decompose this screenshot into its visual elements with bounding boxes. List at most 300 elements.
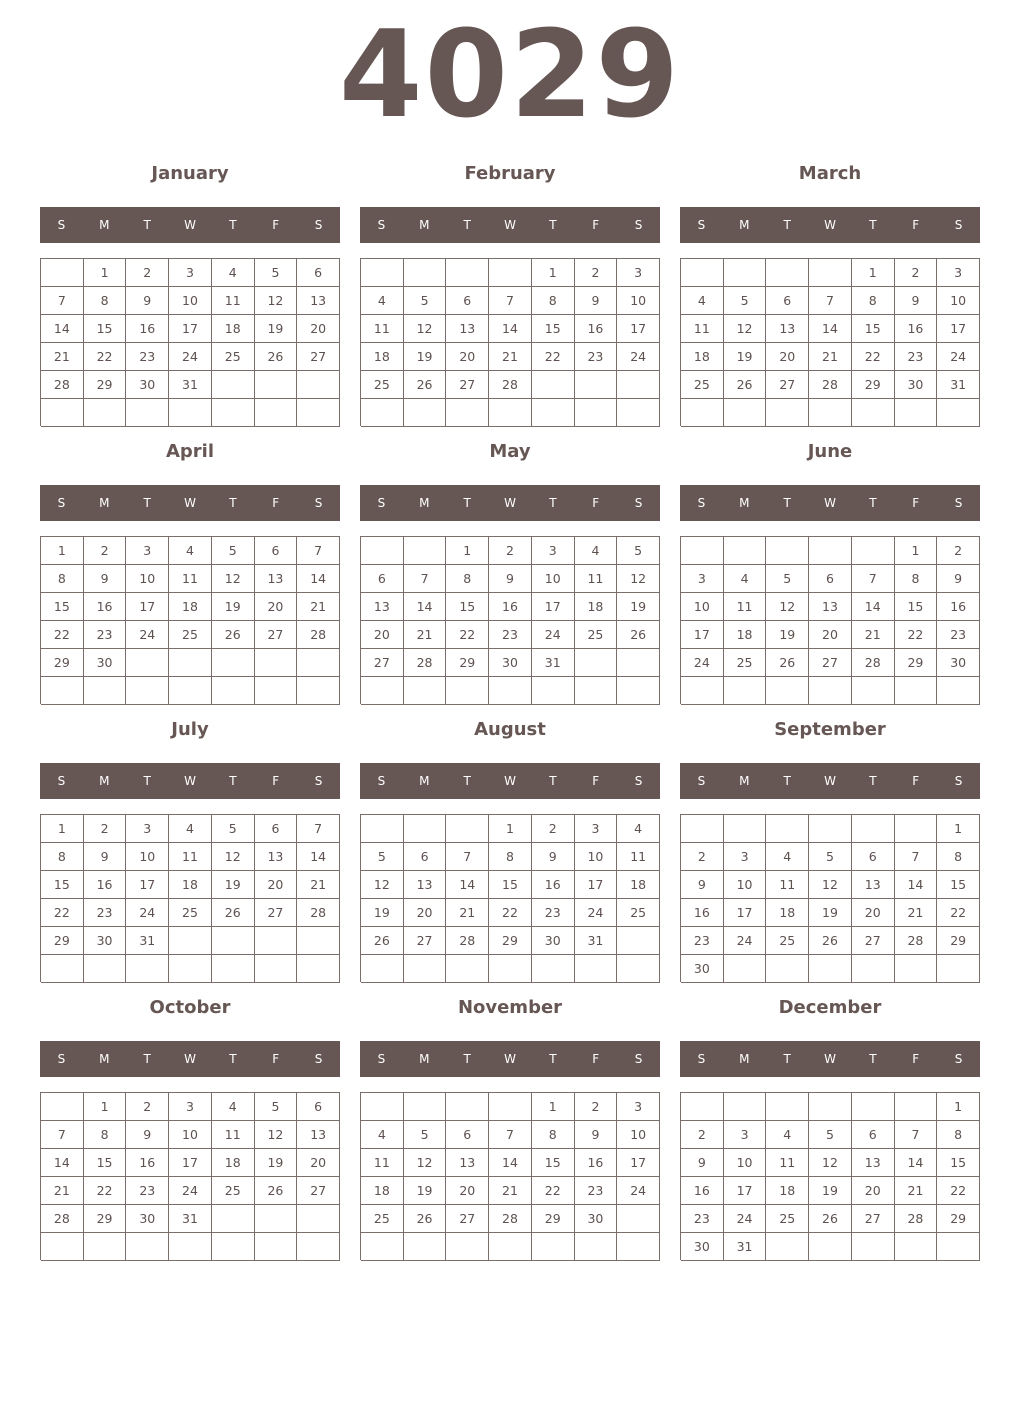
day-cell bbox=[361, 955, 404, 983]
day-cell: 15 bbox=[532, 315, 575, 343]
weekday-label: M bbox=[419, 774, 430, 788]
weekday-label: T bbox=[783, 218, 791, 232]
day-cell: 12 bbox=[809, 871, 852, 899]
weekday-label: M bbox=[99, 774, 110, 788]
day-cell bbox=[446, 1233, 489, 1261]
day-cell: 22 bbox=[84, 1177, 127, 1205]
weekday-label: T bbox=[549, 218, 557, 232]
day-cell bbox=[766, 537, 809, 565]
day-cell: 19 bbox=[809, 1177, 852, 1205]
weekday-label: M bbox=[99, 496, 110, 510]
weekday-label: T bbox=[869, 496, 877, 510]
day-cell: 24 bbox=[126, 899, 169, 927]
day-cell bbox=[489, 677, 532, 705]
day-cell: 28 bbox=[41, 371, 84, 399]
day-cell: 20 bbox=[255, 593, 298, 621]
day-cell bbox=[361, 815, 404, 843]
day-grid bbox=[360, 814, 660, 982]
day-cell: 8 bbox=[84, 1121, 127, 1149]
day-cell: 16 bbox=[681, 899, 724, 927]
day-cell: 17 bbox=[724, 899, 767, 927]
day-cell bbox=[895, 1093, 938, 1121]
day-cell: 8 bbox=[41, 843, 84, 871]
day-cell: 11 bbox=[766, 871, 809, 899]
day-cell bbox=[41, 1233, 84, 1261]
day-cell: 30 bbox=[126, 371, 169, 399]
day-cell: 11 bbox=[681, 315, 724, 343]
day-cell: 9 bbox=[575, 287, 618, 315]
day-cell: 29 bbox=[84, 371, 127, 399]
day-cell bbox=[404, 1233, 447, 1261]
month-december bbox=[680, 994, 980, 1260]
day-cell: 21 bbox=[895, 899, 938, 927]
weekday-label: M bbox=[739, 1052, 750, 1066]
day-cell bbox=[809, 1233, 852, 1261]
weekday-label: F bbox=[592, 496, 600, 510]
day-grid bbox=[680, 814, 980, 982]
day-cell: 27 bbox=[255, 899, 298, 927]
day-cell: 7 bbox=[41, 287, 84, 315]
day-cell: 7 bbox=[41, 1121, 84, 1149]
day-cell bbox=[766, 677, 809, 705]
day-cell bbox=[489, 259, 532, 287]
weekday-label: S bbox=[377, 218, 386, 232]
day-cell: 30 bbox=[126, 1205, 169, 1233]
day-cell bbox=[169, 649, 212, 677]
day-cell: 4 bbox=[361, 1121, 404, 1149]
day-cell: 21 bbox=[41, 1177, 84, 1205]
day-cell: 5 bbox=[404, 1121, 447, 1149]
weekday-label: M bbox=[739, 774, 750, 788]
day-cell bbox=[681, 1093, 724, 1121]
day-cell: 10 bbox=[126, 565, 169, 593]
weekday-label: T bbox=[549, 1052, 557, 1066]
day-cell: 22 bbox=[937, 1177, 980, 1205]
day-cell: 20 bbox=[852, 1177, 895, 1205]
weekday-label: M bbox=[739, 218, 750, 232]
day-cell: 2 bbox=[126, 259, 169, 287]
day-cell: 27 bbox=[446, 371, 489, 399]
day-cell: 18 bbox=[724, 621, 767, 649]
day-cell bbox=[446, 955, 489, 983]
weekday-label: W bbox=[824, 496, 836, 510]
day-cell: 9 bbox=[575, 1121, 618, 1149]
day-cell bbox=[617, 371, 660, 399]
weekday-label: S bbox=[377, 1052, 386, 1066]
day-cell: 7 bbox=[446, 843, 489, 871]
day-cell bbox=[404, 259, 447, 287]
day-cell: 2 bbox=[681, 1121, 724, 1149]
day-cell bbox=[361, 399, 404, 427]
day-cell: 6 bbox=[361, 565, 404, 593]
day-cell: 25 bbox=[681, 371, 724, 399]
day-cell: 21 bbox=[489, 1177, 532, 1205]
day-cell: 13 bbox=[255, 565, 298, 593]
day-cell bbox=[169, 927, 212, 955]
day-cell: 19 bbox=[404, 343, 447, 371]
day-cell bbox=[809, 259, 852, 287]
day-cell: 30 bbox=[575, 1205, 618, 1233]
day-cell bbox=[126, 1233, 169, 1261]
day-cell: 3 bbox=[617, 1093, 660, 1121]
day-cell: 10 bbox=[532, 565, 575, 593]
day-cell: 22 bbox=[852, 343, 895, 371]
day-cell: 3 bbox=[126, 815, 169, 843]
weekday-label: W bbox=[824, 774, 836, 788]
day-cell bbox=[809, 677, 852, 705]
day-cell bbox=[404, 815, 447, 843]
day-cell bbox=[361, 537, 404, 565]
day-cell: 29 bbox=[937, 1205, 980, 1233]
day-cell bbox=[617, 1233, 660, 1261]
day-cell: 24 bbox=[169, 1177, 212, 1205]
day-cell bbox=[937, 677, 980, 705]
day-grid bbox=[360, 536, 660, 704]
day-cell: 28 bbox=[297, 621, 340, 649]
month-june bbox=[680, 438, 980, 704]
day-cell bbox=[255, 649, 298, 677]
day-cell: 15 bbox=[84, 1149, 127, 1177]
day-cell: 24 bbox=[575, 899, 618, 927]
day-cell: 28 bbox=[895, 1205, 938, 1233]
weekday-header bbox=[40, 763, 340, 799]
day-cell: 11 bbox=[212, 1121, 255, 1149]
day-cell: 9 bbox=[895, 287, 938, 315]
day-cell bbox=[809, 1093, 852, 1121]
weekday-label: W bbox=[504, 496, 516, 510]
day-cell bbox=[532, 399, 575, 427]
day-cell: 5 bbox=[404, 287, 447, 315]
day-cell: 13 bbox=[766, 315, 809, 343]
day-cell: 27 bbox=[255, 621, 298, 649]
day-cell: 14 bbox=[404, 593, 447, 621]
day-cell: 15 bbox=[852, 315, 895, 343]
day-cell bbox=[361, 677, 404, 705]
day-cell bbox=[724, 677, 767, 705]
day-cell: 18 bbox=[212, 315, 255, 343]
day-cell: 25 bbox=[575, 621, 618, 649]
month-march bbox=[680, 160, 980, 426]
weekday-header bbox=[40, 485, 340, 521]
day-cell: 21 bbox=[489, 343, 532, 371]
month-september bbox=[680, 716, 980, 982]
weekday-label: S bbox=[314, 218, 323, 232]
weekday-label: T bbox=[229, 774, 237, 788]
day-grid bbox=[40, 258, 340, 426]
weekday-label: T bbox=[463, 218, 471, 232]
day-cell: 30 bbox=[681, 1233, 724, 1261]
day-cell: 3 bbox=[169, 1093, 212, 1121]
day-cell bbox=[297, 399, 340, 427]
day-cell: 20 bbox=[446, 1177, 489, 1205]
weekday-label: F bbox=[592, 218, 600, 232]
day-cell: 25 bbox=[766, 1205, 809, 1233]
day-cell bbox=[852, 815, 895, 843]
day-cell bbox=[724, 399, 767, 427]
weekday-label: S bbox=[954, 774, 963, 788]
day-cell: 17 bbox=[169, 315, 212, 343]
day-cell: 1 bbox=[84, 1093, 127, 1121]
day-cell bbox=[297, 955, 340, 983]
day-cell: 16 bbox=[895, 315, 938, 343]
weekday-label: W bbox=[824, 218, 836, 232]
day-cell: 24 bbox=[617, 1177, 660, 1205]
day-cell bbox=[255, 371, 298, 399]
weekday-label: S bbox=[377, 496, 386, 510]
weekday-label: T bbox=[143, 496, 151, 510]
day-cell bbox=[724, 955, 767, 983]
day-cell: 29 bbox=[852, 371, 895, 399]
weekday-label: T bbox=[229, 496, 237, 510]
day-cell: 15 bbox=[41, 871, 84, 899]
day-cell: 20 bbox=[297, 315, 340, 343]
day-cell: 16 bbox=[84, 871, 127, 899]
month-name: March bbox=[798, 163, 862, 184]
day-cell: 6 bbox=[852, 843, 895, 871]
day-cell: 10 bbox=[724, 1149, 767, 1177]
day-cell: 26 bbox=[255, 343, 298, 371]
day-cell bbox=[297, 677, 340, 705]
day-cell: 16 bbox=[126, 315, 169, 343]
day-cell bbox=[575, 399, 618, 427]
weekday-label: T bbox=[143, 774, 151, 788]
day-cell bbox=[937, 955, 980, 983]
day-cell bbox=[766, 815, 809, 843]
day-cell: 7 bbox=[895, 1121, 938, 1149]
day-cell: 10 bbox=[169, 287, 212, 315]
day-cell: 23 bbox=[895, 343, 938, 371]
day-cell: 6 bbox=[297, 259, 340, 287]
weekday-label: S bbox=[634, 1052, 643, 1066]
day-cell bbox=[212, 677, 255, 705]
day-cell bbox=[84, 955, 127, 983]
day-cell bbox=[446, 399, 489, 427]
day-cell bbox=[212, 1233, 255, 1261]
day-cell bbox=[575, 649, 618, 677]
day-cell: 29 bbox=[84, 1205, 127, 1233]
weekday-label: W bbox=[504, 218, 516, 232]
day-cell: 3 bbox=[724, 843, 767, 871]
day-cell bbox=[617, 677, 660, 705]
day-cell: 9 bbox=[937, 565, 980, 593]
day-cell: 20 bbox=[446, 343, 489, 371]
weekday-label: T bbox=[783, 496, 791, 510]
day-cell: 3 bbox=[617, 259, 660, 287]
day-cell: 22 bbox=[532, 343, 575, 371]
day-cell bbox=[126, 399, 169, 427]
day-cell bbox=[169, 399, 212, 427]
day-cell bbox=[532, 677, 575, 705]
weekday-label: T bbox=[229, 1052, 237, 1066]
day-cell: 19 bbox=[766, 621, 809, 649]
day-cell: 13 bbox=[361, 593, 404, 621]
month-name: February bbox=[464, 163, 556, 184]
weekday-label: S bbox=[57, 1052, 66, 1066]
day-cell: 7 bbox=[297, 537, 340, 565]
day-cell: 28 bbox=[41, 1205, 84, 1233]
day-cell: 18 bbox=[169, 871, 212, 899]
month-name: May bbox=[489, 441, 531, 462]
day-cell bbox=[255, 927, 298, 955]
day-cell: 9 bbox=[532, 843, 575, 871]
day-cell bbox=[169, 955, 212, 983]
day-cell: 12 bbox=[617, 565, 660, 593]
day-cell: 13 bbox=[297, 287, 340, 315]
weekday-label: F bbox=[272, 496, 280, 510]
weekday-header bbox=[680, 485, 980, 521]
weekday-label: F bbox=[272, 1052, 280, 1066]
day-cell: 10 bbox=[681, 593, 724, 621]
day-cell: 4 bbox=[169, 537, 212, 565]
day-cell: 23 bbox=[84, 621, 127, 649]
day-cell: 11 bbox=[169, 565, 212, 593]
day-cell: 15 bbox=[489, 871, 532, 899]
day-cell: 25 bbox=[724, 649, 767, 677]
day-cell bbox=[446, 677, 489, 705]
day-cell: 16 bbox=[532, 871, 575, 899]
day-cell bbox=[681, 677, 724, 705]
day-cell bbox=[41, 259, 84, 287]
day-cell: 23 bbox=[937, 621, 980, 649]
day-cell: 31 bbox=[169, 1205, 212, 1233]
day-cell bbox=[852, 399, 895, 427]
day-cell: 4 bbox=[361, 287, 404, 315]
day-cell: 12 bbox=[212, 565, 255, 593]
day-cell: 4 bbox=[169, 815, 212, 843]
day-cell: 11 bbox=[361, 315, 404, 343]
day-cell bbox=[297, 1205, 340, 1233]
day-cell: 23 bbox=[575, 1177, 618, 1205]
day-cell: 29 bbox=[489, 927, 532, 955]
day-cell bbox=[297, 927, 340, 955]
day-cell bbox=[766, 399, 809, 427]
weekday-label: S bbox=[314, 1052, 323, 1066]
day-cell: 26 bbox=[724, 371, 767, 399]
day-grid bbox=[40, 814, 340, 982]
day-cell bbox=[404, 399, 447, 427]
weekday-label: S bbox=[314, 496, 323, 510]
day-cell: 14 bbox=[852, 593, 895, 621]
day-cell bbox=[575, 677, 618, 705]
month-november bbox=[360, 994, 660, 1260]
weekday-label: M bbox=[419, 1052, 430, 1066]
day-cell: 3 bbox=[724, 1121, 767, 1149]
weekday-label: W bbox=[184, 774, 196, 788]
weekday-label: T bbox=[463, 1052, 471, 1066]
day-cell: 23 bbox=[126, 343, 169, 371]
day-cell: 27 bbox=[361, 649, 404, 677]
day-cell bbox=[895, 955, 938, 983]
day-grid bbox=[360, 1092, 660, 1260]
day-cell: 14 bbox=[41, 315, 84, 343]
day-cell bbox=[809, 955, 852, 983]
weekday-label: S bbox=[697, 496, 706, 510]
day-cell: 24 bbox=[681, 649, 724, 677]
day-cell: 21 bbox=[297, 593, 340, 621]
day-cell: 27 bbox=[852, 1205, 895, 1233]
day-cell: 19 bbox=[212, 593, 255, 621]
day-cell: 16 bbox=[575, 1149, 618, 1177]
day-cell: 22 bbox=[937, 899, 980, 927]
weekday-label: M bbox=[739, 496, 750, 510]
day-cell: 18 bbox=[766, 899, 809, 927]
month-july bbox=[40, 716, 340, 982]
day-cell: 2 bbox=[937, 537, 980, 565]
day-cell: 23 bbox=[126, 1177, 169, 1205]
weekday-label: S bbox=[57, 218, 66, 232]
day-cell: 28 bbox=[446, 927, 489, 955]
day-cell: 5 bbox=[361, 843, 404, 871]
day-cell: 27 bbox=[852, 927, 895, 955]
day-cell: 30 bbox=[532, 927, 575, 955]
day-cell bbox=[404, 1093, 447, 1121]
day-cell bbox=[126, 955, 169, 983]
day-cell: 24 bbox=[169, 343, 212, 371]
day-cell bbox=[255, 955, 298, 983]
day-cell bbox=[937, 399, 980, 427]
day-cell: 13 bbox=[852, 871, 895, 899]
day-cell bbox=[404, 955, 447, 983]
weekday-label: T bbox=[463, 774, 471, 788]
day-cell: 23 bbox=[532, 899, 575, 927]
day-cell: 24 bbox=[126, 621, 169, 649]
month-name: April bbox=[165, 441, 215, 462]
day-cell: 25 bbox=[169, 621, 212, 649]
day-cell: 28 bbox=[489, 1205, 532, 1233]
day-cell bbox=[255, 677, 298, 705]
day-cell: 16 bbox=[84, 593, 127, 621]
day-cell: 21 bbox=[852, 621, 895, 649]
day-cell: 3 bbox=[575, 815, 618, 843]
day-cell: 4 bbox=[681, 287, 724, 315]
day-cell: 23 bbox=[575, 343, 618, 371]
weekday-header bbox=[680, 207, 980, 243]
day-cell: 8 bbox=[84, 287, 127, 315]
day-cell bbox=[766, 259, 809, 287]
day-cell: 14 bbox=[297, 843, 340, 871]
weekday-header bbox=[680, 763, 980, 799]
day-cell: 24 bbox=[724, 1205, 767, 1233]
day-cell: 29 bbox=[532, 1205, 575, 1233]
day-cell bbox=[212, 955, 255, 983]
day-cell bbox=[766, 955, 809, 983]
day-cell bbox=[937, 1233, 980, 1261]
day-cell bbox=[895, 399, 938, 427]
day-cell bbox=[617, 399, 660, 427]
day-cell: 30 bbox=[84, 927, 127, 955]
day-cell: 15 bbox=[532, 1149, 575, 1177]
day-cell: 14 bbox=[446, 871, 489, 899]
day-cell: 3 bbox=[126, 537, 169, 565]
day-cell: 10 bbox=[169, 1121, 212, 1149]
weekday-label: W bbox=[184, 218, 196, 232]
day-cell bbox=[852, 537, 895, 565]
month-name: August bbox=[474, 719, 546, 740]
day-cell: 25 bbox=[766, 927, 809, 955]
day-cell: 30 bbox=[895, 371, 938, 399]
day-cell: 24 bbox=[724, 927, 767, 955]
day-cell: 11 bbox=[724, 593, 767, 621]
day-cell: 31 bbox=[937, 371, 980, 399]
day-cell: 10 bbox=[126, 843, 169, 871]
month-name: July bbox=[171, 719, 209, 740]
day-cell bbox=[404, 677, 447, 705]
weekday-label: T bbox=[229, 218, 237, 232]
day-cell: 16 bbox=[489, 593, 532, 621]
day-cell bbox=[852, 677, 895, 705]
day-cell bbox=[575, 371, 618, 399]
day-cell bbox=[852, 955, 895, 983]
